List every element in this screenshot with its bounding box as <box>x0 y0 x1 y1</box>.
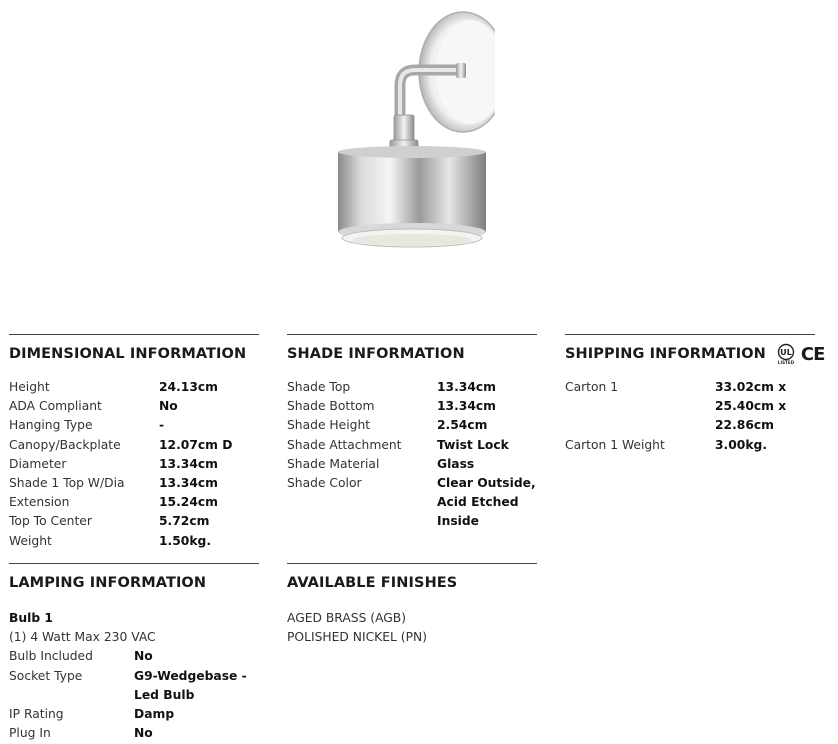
divider <box>9 334 259 335</box>
dimensional-rows <box>9 378 269 551</box>
info-value: 3.00kg. <box>715 437 767 452</box>
info-value: No <box>134 649 153 664</box>
bulb-description: (1) 4 Watt Max 230 VAC <box>9 630 156 645</box>
info-label: IP Rating <box>9 707 64 722</box>
info-row <box>287 455 562 474</box>
info-value: Glass <box>437 456 475 471</box>
info-value: No <box>159 399 178 414</box>
info-label: Shade 1 Top W/Dia <box>9 476 125 491</box>
info-label: Shade Attachment <box>287 437 402 452</box>
info-value: 1.50kg. <box>159 533 211 548</box>
info-value: 13.34cm <box>159 456 218 471</box>
finish-item: POLISHED NICKEL (PN) <box>287 630 427 645</box>
lamping-rows <box>9 647 269 743</box>
info-row <box>9 667 269 705</box>
info-row <box>9 647 269 666</box>
shipping-section <box>565 334 835 455</box>
product-image <box>330 10 495 255</box>
shipping-rows <box>565 378 835 455</box>
info-value: 13.34cm <box>437 399 496 414</box>
info-value: 13.34cm <box>159 476 218 491</box>
section-title: SHADE INFORMATION <box>287 346 465 362</box>
divider <box>287 334 537 335</box>
info-label: Socket Type <box>9 668 83 683</box>
info-row <box>565 436 835 455</box>
info-value: No <box>134 726 153 741</box>
section-title: DIMENSIONAL INFORMATION <box>9 346 247 362</box>
shade-rows <box>287 378 562 532</box>
ul-text: UL <box>780 348 792 357</box>
info-value: 12.07cm D <box>159 437 233 452</box>
info-value: 2.54cm <box>437 418 488 433</box>
info-value: Clear Outside, Acid Etched Inside <box>437 476 536 529</box>
info-row <box>9 436 269 455</box>
info-label: Carton 1 Weight <box>565 437 665 452</box>
divider <box>565 334 815 335</box>
bulb-title: Bulb 1 <box>9 611 53 625</box>
info-value: G9-Wedgebase - Led Bulb <box>134 668 247 702</box>
section-title: AVAILABLE FINISHES <box>287 575 458 591</box>
dimensional-section <box>9 334 269 551</box>
info-row <box>9 493 269 512</box>
info-row <box>9 724 269 743</box>
info-label: Plug In <box>9 726 51 741</box>
section-title-text: SHIPPING INFORMATION <box>565 346 766 362</box>
certification-marks <box>774 343 825 365</box>
ul-listed-icon <box>774 343 798 365</box>
info-label: Extension <box>9 495 70 510</box>
info-row <box>287 397 562 416</box>
info-label: Shade Material <box>287 456 380 471</box>
info-value: 15.24cm <box>159 495 218 510</box>
info-label: Shade Height <box>287 418 371 433</box>
info-row <box>9 532 269 551</box>
info-label: Shade Color <box>287 476 362 491</box>
info-value: 24.13cm <box>159 380 218 394</box>
info-row <box>287 474 562 532</box>
info-value: Twist Lock <box>437 437 509 452</box>
info-label: Hanging Type <box>9 418 93 433</box>
info-row <box>9 705 269 724</box>
info-row <box>9 474 269 493</box>
listed-text: LISTED <box>777 360 795 365</box>
info-label: ADA Compliant <box>9 399 102 414</box>
info-row <box>565 378 835 436</box>
info-label: Top To Center <box>9 514 92 529</box>
info-value: 33.02cm x 25.40cm x 22.86cm <box>715 380 787 433</box>
info-row <box>287 378 562 397</box>
info-value: 13.34cm <box>437 380 496 394</box>
info-label: Canopy/Backplate <box>9 437 121 452</box>
info-row <box>287 416 562 435</box>
info-label: Carton 1 <box>565 380 619 394</box>
info-row <box>9 378 269 397</box>
lamping-section <box>9 563 269 743</box>
finishes-section <box>287 563 547 647</box>
info-row <box>9 416 269 435</box>
section-title <box>565 343 835 365</box>
info-row <box>287 436 562 455</box>
shade-section <box>287 334 562 532</box>
divider <box>287 563 537 564</box>
ce-mark: CE <box>800 343 825 365</box>
info-row <box>9 455 269 474</box>
info-label: Shade Top <box>287 380 351 394</box>
info-row <box>9 397 269 416</box>
divider <box>9 563 259 564</box>
info-label: Bulb Included <box>9 649 93 664</box>
section-title: LAMPING INFORMATION <box>9 575 207 591</box>
info-row <box>9 512 269 531</box>
info-value: Damp <box>134 707 175 722</box>
info-value: - <box>159 418 165 433</box>
info-label: Weight <box>9 533 52 548</box>
finish-item: AGED BRASS (AGB) <box>287 611 407 625</box>
finishes-list <box>287 609 547 647</box>
info-label: Diameter <box>9 456 67 471</box>
info-label: Height <box>9 380 50 394</box>
info-label: Shade Bottom <box>287 399 375 414</box>
info-value: 5.72cm <box>159 514 210 529</box>
